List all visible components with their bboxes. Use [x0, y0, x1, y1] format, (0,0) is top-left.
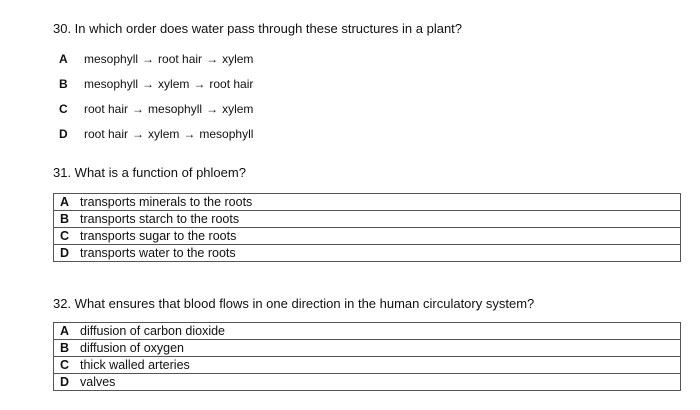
- step: mesophyll: [199, 127, 254, 141]
- option-text: diffusion of oxygen: [76, 340, 681, 357]
- step: mesophyll: [84, 77, 139, 91]
- option-text: transports starch to the roots: [76, 211, 681, 228]
- option-text: diffusion of carbon dioxide: [76, 323, 681, 340]
- step: root hair: [158, 52, 203, 66]
- question-31-options-table: [53, 193, 681, 262]
- arrow-icon: →: [183, 127, 196, 141]
- arrow-icon: →: [142, 77, 155, 91]
- table-row: [54, 194, 681, 211]
- table-row: [54, 228, 681, 245]
- option-c: [59, 101, 253, 126]
- table-row: [54, 245, 681, 262]
- option-letter: C: [59, 102, 68, 116]
- step: xylem: [222, 102, 254, 116]
- option-letter: C: [54, 228, 77, 245]
- step: mesophyll: [148, 102, 203, 116]
- option-letter: D: [54, 245, 77, 262]
- option-text: transports minerals to the roots: [76, 194, 681, 211]
- step: xylem: [222, 52, 254, 66]
- question-30-title: 30. In which order does water pass through these structures in a plant?: [53, 21, 463, 36]
- option-b: [59, 76, 253, 101]
- step: xylem: [158, 77, 190, 91]
- question-32-title: 32. What ensures that blood flows in one direction in the human circulatory system?: [53, 296, 535, 311]
- arrow-icon: →: [132, 102, 145, 116]
- table-row: [54, 357, 681, 374]
- arrow-icon: →: [142, 52, 155, 66]
- step: root hair: [84, 127, 129, 141]
- option-letter: B: [59, 77, 68, 91]
- step: root hair: [209, 77, 254, 91]
- option-letter: B: [54, 211, 77, 228]
- step: xylem: [148, 127, 180, 141]
- arrow-icon: →: [132, 127, 145, 141]
- option-text: transports water to the roots: [76, 245, 681, 262]
- table-row: [54, 374, 681, 391]
- question-31-title: 31. What is a function of phloem?: [53, 165, 246, 180]
- step: root hair: [84, 102, 129, 116]
- table-row: [54, 323, 681, 340]
- question-30-options: [59, 51, 253, 151]
- table-row: [54, 211, 681, 228]
- option-letter: A: [54, 323, 77, 340]
- arrow-icon: →: [193, 77, 206, 91]
- step: mesophyll: [84, 52, 139, 66]
- arrow-icon: →: [206, 102, 219, 116]
- option-text: transports sugar to the roots: [76, 228, 681, 245]
- option-text: thick walled arteries: [76, 357, 681, 374]
- option-letter: A: [54, 194, 77, 211]
- option-letter: B: [54, 340, 77, 357]
- option-text: valves: [76, 374, 681, 391]
- table-row: [54, 340, 681, 357]
- option-d: [59, 126, 253, 151]
- arrow-icon: →: [206, 52, 219, 66]
- option-letter: D: [59, 127, 68, 141]
- option-a: [59, 51, 253, 76]
- option-letter: C: [54, 357, 77, 374]
- option-letter: D: [54, 374, 77, 391]
- option-letter: A: [59, 52, 68, 66]
- question-32-options-table: [53, 322, 681, 391]
